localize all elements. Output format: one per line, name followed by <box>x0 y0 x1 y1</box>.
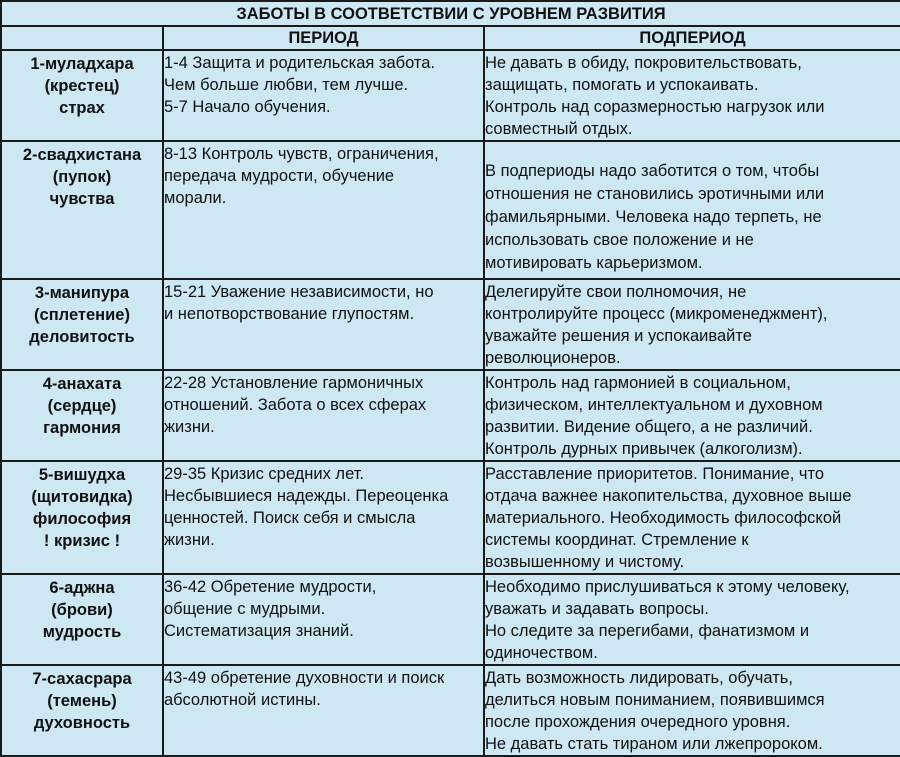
chakra-location: (сердце) <box>47 397 117 415</box>
subperiod-line: революционеров. <box>485 349 621 367</box>
subperiod-line: Не давать стать тираном или лжепророком. <box>485 735 823 753</box>
title-row <box>1 1 900 26</box>
subperiod-line: использовать свое положение и не <box>485 231 754 249</box>
subperiod-line: Не давать в обиду, покровительствовать, <box>485 54 802 72</box>
table-row <box>1 461 900 574</box>
subperiod-line: физическом, интеллектуальном и духовном <box>485 396 823 414</box>
subperiod-cell <box>484 141 900 279</box>
header-period: ПЕРИОД <box>163 26 484 50</box>
subperiod-line: мотивировать карьеризмом. <box>485 254 703 272</box>
chakra-name: 5-вишудха <box>38 466 126 484</box>
period-cell <box>163 279 484 370</box>
subperiod-line: одиночеством. <box>485 644 598 662</box>
period-cell <box>163 461 484 574</box>
subperiod-line: системы координат. Стремление к <box>485 531 749 549</box>
subperiod-line: В подпериоды надо заботится о том, чтобы <box>485 162 820 180</box>
period-line: Систематизация знаний. <box>164 622 354 640</box>
chakra-quality: духовность <box>33 714 131 732</box>
period-line: 36-42 Обретение мудрости, <box>164 578 377 596</box>
chakra-name: 2-свадхистана <box>22 146 142 164</box>
chakra-quality: гармония <box>43 419 121 437</box>
chakra-location: (пупок) <box>52 168 112 186</box>
period-line: 8-13 Контроль чувств, ограничения, <box>164 145 439 163</box>
chakra-location: (темень) <box>47 692 117 710</box>
chakra-location: (крестец) <box>44 77 120 95</box>
subperiod-line: Делегируйте свои полномочия, не <box>485 283 747 301</box>
chakra-location: (брови) <box>51 601 113 619</box>
subperiod-line: развитии. Видение общего, а не различий. <box>485 418 813 436</box>
subperiod-line: контролируйте процесс (микроменеджмент), <box>485 305 828 323</box>
table-row <box>1 370 900 461</box>
chakra-name: 4-анахата <box>42 375 122 393</box>
period-line: 22-28 Установление гармоничных <box>164 374 424 392</box>
chakra-cell <box>1 665 163 756</box>
subperiod-line: защищать, помогать и успокаивать. <box>485 76 759 94</box>
chakra-quality: деловитость <box>29 328 135 346</box>
subperiod-cell <box>484 370 900 461</box>
period-line: ценностей. Поиск себя и смысла <box>164 509 416 527</box>
subperiod-cell <box>484 574 900 665</box>
chakra-name: 3-манипура <box>34 284 130 302</box>
chakra-cell <box>1 50 163 141</box>
subperiod-line: Дать возможность лидировать, обучать, <box>485 669 793 687</box>
table-row <box>1 665 900 756</box>
period-line: 43-49 обретение духовности и поиск <box>164 669 445 687</box>
period-line: 5-7 Начало обучения. <box>164 98 331 116</box>
chakra-cell <box>1 370 163 461</box>
table-row <box>1 574 900 665</box>
chakra-cell <box>1 279 163 370</box>
subperiod-line: Контроль дурных привычек (алкоголизм). <box>485 440 803 458</box>
period-cell <box>163 574 484 665</box>
period-line: 15-21 Уважение независимости, но <box>164 283 434 301</box>
header-chakra <box>1 26 163 50</box>
subperiod-line: Расставление приоритетов. Понимание, что <box>485 465 825 483</box>
chakra-name: 1-муладхара <box>30 55 134 73</box>
subperiod-line: уважайте решения и успокаивайте <box>485 327 752 345</box>
subperiod-line: уважать и задавать вопросы. <box>485 600 709 618</box>
chakra-cell <box>1 574 163 665</box>
period-line: Несбывшиеся надежды. Переоценка <box>164 487 449 505</box>
header-row <box>1 26 900 50</box>
period-line: Чем больше любви, тем лучше. <box>164 76 409 94</box>
period-cell <box>163 50 484 141</box>
subperiod-line: Контроль над соразмерностью нагрузок или <box>485 98 825 116</box>
subperiod-line: отдача важнее накопительства, духовное выше <box>485 487 852 505</box>
period-line: 1-4 Защита и родительская забота. <box>164 54 436 72</box>
chakra-quality: философия <box>32 510 132 528</box>
chakra-note: ! кризис ! <box>43 532 121 550</box>
table-row <box>1 279 900 370</box>
period-line: абсолютной истины. <box>164 691 321 709</box>
period-line: жизни. <box>164 531 215 549</box>
period-line: 29-35 Кризис средних лет. <box>164 465 365 483</box>
subperiod-cell <box>484 665 900 756</box>
subperiod-line: Но следите за перегибами, фанатизмом и <box>485 622 810 640</box>
table-title: ЗАБОТЫ В СООТВЕТСТВИИ С УРОВНЕМ РАЗВИТИЯ <box>1 1 900 26</box>
subperiod-line: фамильярными. Человека надо терпеть, не <box>485 208 822 226</box>
chakra-name: 6-аджна <box>49 579 115 597</box>
subperiod-line: материального. Необходимость философской <box>485 509 842 527</box>
chakra-location: (сплетение) <box>34 306 130 324</box>
subperiod-line: Контроль над гармонией в социальном, <box>485 374 791 392</box>
subperiod-line: возвышенному и чистому. <box>485 553 685 571</box>
period-line: и непотворствование глупостям. <box>164 305 415 323</box>
subperiod-line: делиться новым пониманием, появившимся <box>485 691 825 709</box>
table-row <box>1 141 900 279</box>
chakra-quality: страх <box>59 99 105 117</box>
subperiod-line: отношения не становились эротичными или <box>485 185 825 203</box>
chakra-cell <box>1 141 163 279</box>
period-line: отношений. Забота о всех сферах <box>164 396 427 414</box>
period-line: передача мудрости, обучение <box>164 167 395 185</box>
subperiod-cell <box>484 279 900 370</box>
subperiod-line: после прохождения очередного уровня. <box>485 713 791 731</box>
chakra-quality: чувства <box>49 190 115 208</box>
header-subperiod: ПОДПЕРИОД <box>484 26 900 50</box>
period-line: морали. <box>164 189 227 207</box>
chakra-name: 7-сахасрара <box>32 670 132 688</box>
table-row <box>1 50 900 141</box>
period-line: общение с мудрыми. <box>164 600 326 618</box>
subperiod-cell <box>484 50 900 141</box>
chakra-quality: мудрость <box>42 623 122 641</box>
subperiod-line: совместный отдых. <box>485 120 633 138</box>
subperiod-line: Необходимо прислушиваться к этому человеку, <box>485 578 850 596</box>
chakra-location: (щитовидка) <box>31 488 133 506</box>
period-line: жизни. <box>164 418 215 436</box>
period-cell <box>163 370 484 461</box>
subperiod-cell <box>484 461 900 574</box>
chakra-cell <box>1 461 163 574</box>
period-cell <box>163 141 484 279</box>
period-cell <box>163 665 484 756</box>
